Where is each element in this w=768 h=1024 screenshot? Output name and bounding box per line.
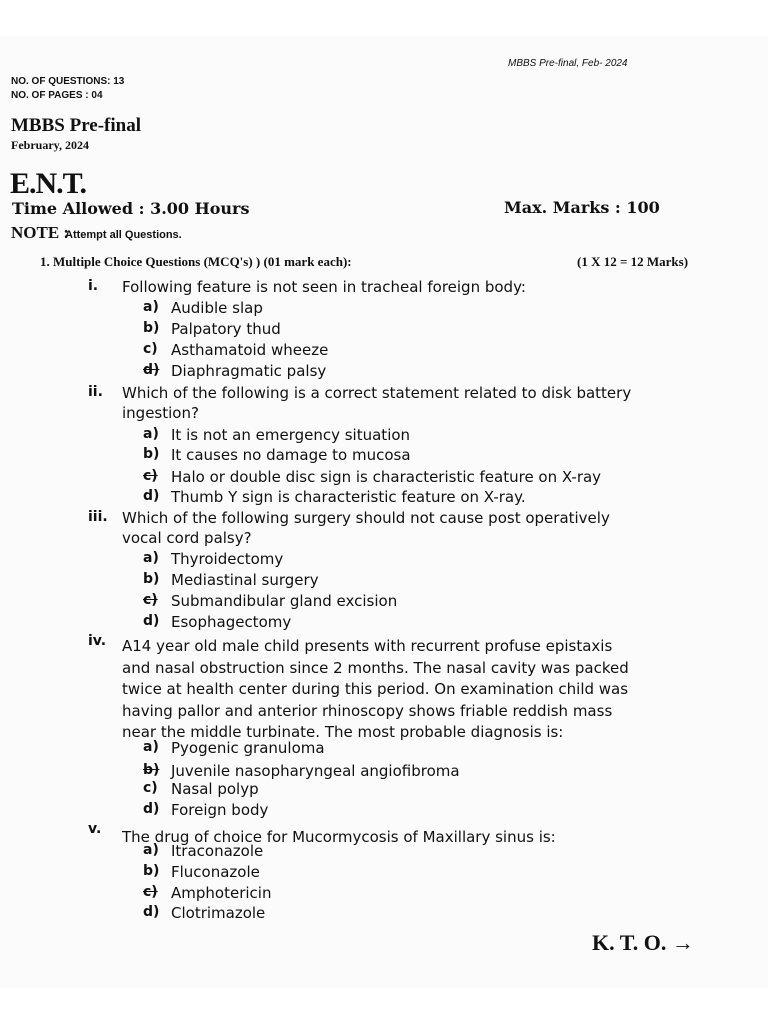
- exam-date: February, 2024: [11, 138, 89, 152]
- max-marks: Max. Marks : 100: [504, 198, 660, 217]
- section-title: 1. Multiple Choice Questions (MCQ's) ) (01 mark each):: [40, 254, 352, 269]
- time-allowed: Time Allowed : 3.00 Hours: [12, 199, 250, 218]
- option-letter: a): [143, 842, 159, 858]
- question-number: ii.: [88, 384, 103, 400]
- question-text-line: near the middle turbinate. The most probable diagnosis is:: [122, 723, 564, 741]
- option-text: Pyogenic granuloma: [171, 739, 325, 757]
- option-letter: c): [143, 780, 158, 796]
- option-letter: b): [143, 762, 160, 778]
- option-text: Amphotericin: [171, 884, 272, 902]
- option-text: Halo or double disc sign is characteristic feature on X-ray: [171, 468, 602, 486]
- option-text: Thumb Y sign is characteristic feature on X-ray.: [171, 488, 526, 506]
- option-text: Audible slap: [171, 299, 263, 317]
- question-text-line: vocal cord palsy?: [122, 529, 252, 547]
- option-text: Palpatory thud: [171, 320, 281, 338]
- kto-label: K. T. O. →: [592, 930, 694, 955]
- option-letter: c): [143, 341, 158, 357]
- option-letter: c): [143, 468, 158, 484]
- option-letter: a): [143, 299, 159, 315]
- option-text: Asthamatoid wheeze: [171, 341, 329, 359]
- option-letter: d): [143, 613, 160, 629]
- option-letter: b): [143, 863, 160, 879]
- option-letter: b): [143, 446, 160, 462]
- option-text: Fluconazole: [171, 863, 260, 881]
- question-count: NO. OF QUESTIONS: 13: [11, 76, 125, 87]
- option-text: Thyroidectomy: [171, 550, 284, 568]
- option-text: Submandibular gland excision: [171, 592, 398, 610]
- question-text-line: ingestion?: [122, 404, 199, 422]
- section-marks: (1 X 12 = 12 Marks): [577, 254, 689, 269]
- question-number: iii.: [88, 509, 108, 525]
- question-number: iv.: [88, 633, 107, 649]
- option-letter: b): [143, 320, 160, 336]
- option-letter: d): [143, 801, 160, 817]
- top-right-caption: MBBS Pre-final, Feb- 2024: [508, 58, 628, 69]
- option-letter: a): [143, 739, 159, 755]
- question-text-line: and nasal obstruction since 2 months. The nasal cavity was packed: [122, 659, 629, 677]
- option-text: It causes no damage to mucosa: [171, 446, 411, 464]
- option-text: Nasal polyp: [171, 780, 259, 798]
- option-text: It is not an emergency situation: [171, 426, 411, 444]
- question-text-line: Which of the following is a correct statement related to disk battery: [122, 384, 632, 402]
- question-text-line: Following feature is not seen in tracheal foreign body:: [122, 278, 526, 296]
- option-text: Esophagectomy: [171, 613, 292, 631]
- question-number: v.: [88, 821, 102, 837]
- exam-title: MBBS Pre-final: [11, 115, 142, 136]
- question-text-line: The drug of choice for Mucormycosis of Maxillary sinus is:: [122, 828, 556, 846]
- option-letter: b): [143, 571, 160, 587]
- note-text: Attempt all Questions.: [65, 229, 182, 241]
- option-text: Mediastinal surgery: [171, 571, 319, 589]
- option-text: Itraconazole: [171, 842, 264, 860]
- page-count: NO. OF PAGES : 04: [11, 90, 103, 101]
- option-letter: c): [143, 884, 158, 900]
- question-text-line: A14 year old male child presents with recurrent profuse epistaxis: [122, 637, 613, 655]
- option-letter: c): [143, 592, 158, 608]
- question-text-line: having pallor and anterior rhinoscopy shows friable reddish mass: [122, 702, 613, 720]
- subject-title: E.N.T.: [10, 167, 86, 200]
- option-letter: d): [143, 904, 160, 920]
- option-text: Juvenile nasopharyngeal angiofibroma: [171, 762, 460, 780]
- option-letter: a): [143, 550, 159, 566]
- question-text-line: twice at health center during this period. On examination child was: [122, 680, 629, 698]
- option-text: Clotrimazole: [171, 904, 266, 922]
- question-text-line: Which of the following surgery should not cause post operatively: [122, 509, 610, 527]
- option-letter: d): [143, 362, 160, 378]
- option-letter: a): [143, 426, 159, 442]
- note-label: NOTE :: [11, 223, 70, 242]
- question-number: i.: [88, 278, 99, 294]
- option-text: Diaphragmatic palsy: [171, 362, 327, 380]
- option-text: Foreign body: [171, 801, 269, 819]
- option-letter: d): [143, 488, 160, 504]
